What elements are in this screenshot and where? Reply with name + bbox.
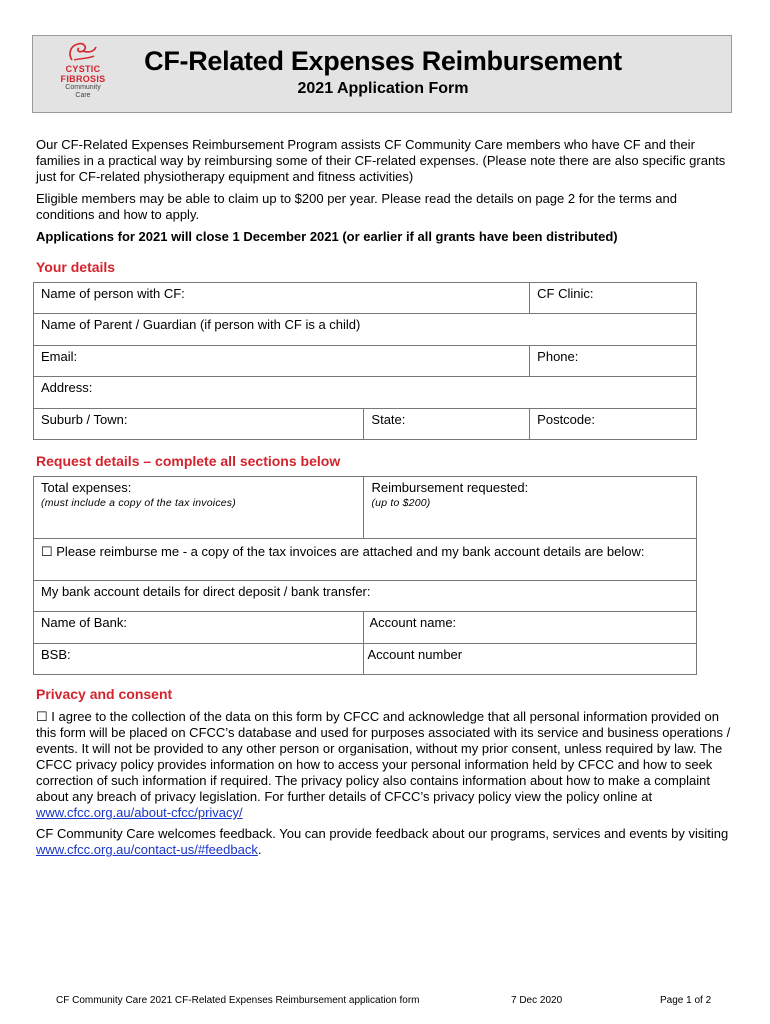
reimburse-checkbox-row[interactable] (34, 539, 697, 581)
page-title: CF-Related Expenses Reimbursement (144, 46, 622, 76)
postcode-label: Postcode: (537, 412, 595, 427)
address-label: Address: (41, 380, 93, 395)
bank-details-heading-cell (34, 581, 697, 612)
privacy-consent-text: ☐ I agree to the collection of the data on this form by CFCC and acknowledge that all personal information provided on this form will be placed on CFCC’s database and used for purposes associated with its service and business operations / events. It will not be provided to any other person or organisation, without my prior consent, unless required by law. The CFCC privacy policy provides information on how to access your personal information held by CFCC and how to seek correction of such information if required. The privacy policy also contains information about how to make a complaint about any breach of privacy legislation. For further details of CFCC’s privacy policy view the policy online at (36, 709, 731, 804)
reimbursement-label: Reimbursement requested: (371, 480, 529, 495)
feedback-link[interactable]: www.cfcc.org.au/contact-us/#feedback (36, 842, 258, 857)
address-field[interactable] (34, 377, 697, 409)
intro-paragraph-1: Our CF-Related Expenses Reimbursement Program assists CF Community Care members who have CF and their families in a practical way by reimbursing some of their CF-related expenses. (Please note there are also specific grants just for CF-related physiotherapy equipment and fitness activities) (36, 137, 726, 184)
cystic-fibrosis-logo (43, 40, 123, 110)
email-field[interactable] (34, 346, 530, 377)
account-number-field[interactable] (364, 644, 697, 675)
postcode-field[interactable] (530, 409, 697, 440)
lungs-icon (66, 40, 100, 64)
clinic-label: CF Clinic: (537, 286, 594, 301)
account-name-label: Account name: (369, 615, 457, 630)
phone-field[interactable] (530, 346, 697, 377)
privacy-consent-paragraph[interactable] (36, 709, 736, 821)
logo-text-cystic: CYSTIC (65, 64, 101, 74)
state-field[interactable] (364, 409, 530, 440)
header-banner (32, 35, 732, 113)
name-person-field[interactable] (34, 283, 530, 314)
reimbursement-note: (up to $200) (371, 497, 431, 509)
reimburse-checkbox-text: ☐ Please reimburse me - a copy of the tax invoices are attached and my bank account details are below: (41, 544, 645, 559)
intro-paragraph-2: Eligible members may be able to claim up to $200 per year. Please read the details on page 2 for the terms and conditions and how to apply. (36, 191, 677, 222)
footer-date: 7 Dec 2020 (511, 995, 563, 1006)
bsb-label: BSB: (41, 647, 71, 662)
privacy-heading: Privacy and consent (36, 686, 173, 702)
phone-label: Phone: (537, 349, 579, 364)
your-details-table (33, 282, 697, 440)
your-details-heading: Your details (36, 259, 116, 275)
request-details-heading: Request details – complete all sections below (36, 453, 341, 469)
feedback-end: . (257, 842, 262, 857)
bank-name-label: Name of Bank: (41, 615, 127, 630)
bank-details-heading: My bank account details for direct deposit / bank transfer: (41, 584, 371, 599)
feedback-paragraph (36, 826, 736, 858)
logo-text-community: Community (65, 84, 101, 91)
account-name-field[interactable] (364, 612, 697, 644)
email-label: Email: (41, 349, 78, 364)
bsb-field[interactable] (34, 644, 364, 675)
logo-text-fibrosis: FIBROSIS (60, 74, 106, 84)
state-label: State: (371, 412, 406, 427)
reimbursement-field[interactable] (364, 477, 697, 539)
feedback-text: CF Community Care welcomes feedback. You can provide feedback about our programs, services and events by visiting (36, 826, 729, 841)
closing-date-notice: Applications for 2021 will close 1 December 2021 (or earlier if all grants have been distributed) (36, 229, 618, 244)
suburb-label: Suburb / Town: (41, 412, 128, 427)
bank-name-field[interactable] (34, 612, 364, 644)
total-expenses-note: (must include a copy of the tax invoices) (41, 497, 236, 509)
privacy-policy-link[interactable]: www.cfcc.org.au/about-cfcc/privacy/ (36, 805, 243, 820)
total-expenses-label: Total expenses: (41, 480, 132, 495)
total-expenses-field[interactable] (34, 477, 364, 539)
parent-label: Name of Parent / Guardian (if person with CF is a child) (41, 317, 361, 332)
request-details-table (33, 476, 697, 675)
parent-field[interactable] (34, 314, 697, 346)
page-subtitle: 2021 Application Form (297, 80, 469, 97)
clinic-field[interactable] (530, 283, 697, 314)
suburb-field[interactable] (34, 409, 364, 440)
footer-page-number: Page 1 of 2 (660, 995, 712, 1006)
name-person-label: Name of person with CF: (41, 286, 185, 301)
logo-text-care: Care (75, 92, 91, 99)
account-number-label: Account number (367, 647, 463, 662)
footer-document-name: CF Community Care 2021 CF-Related Expenses Reimbursement application form (56, 995, 420, 1006)
